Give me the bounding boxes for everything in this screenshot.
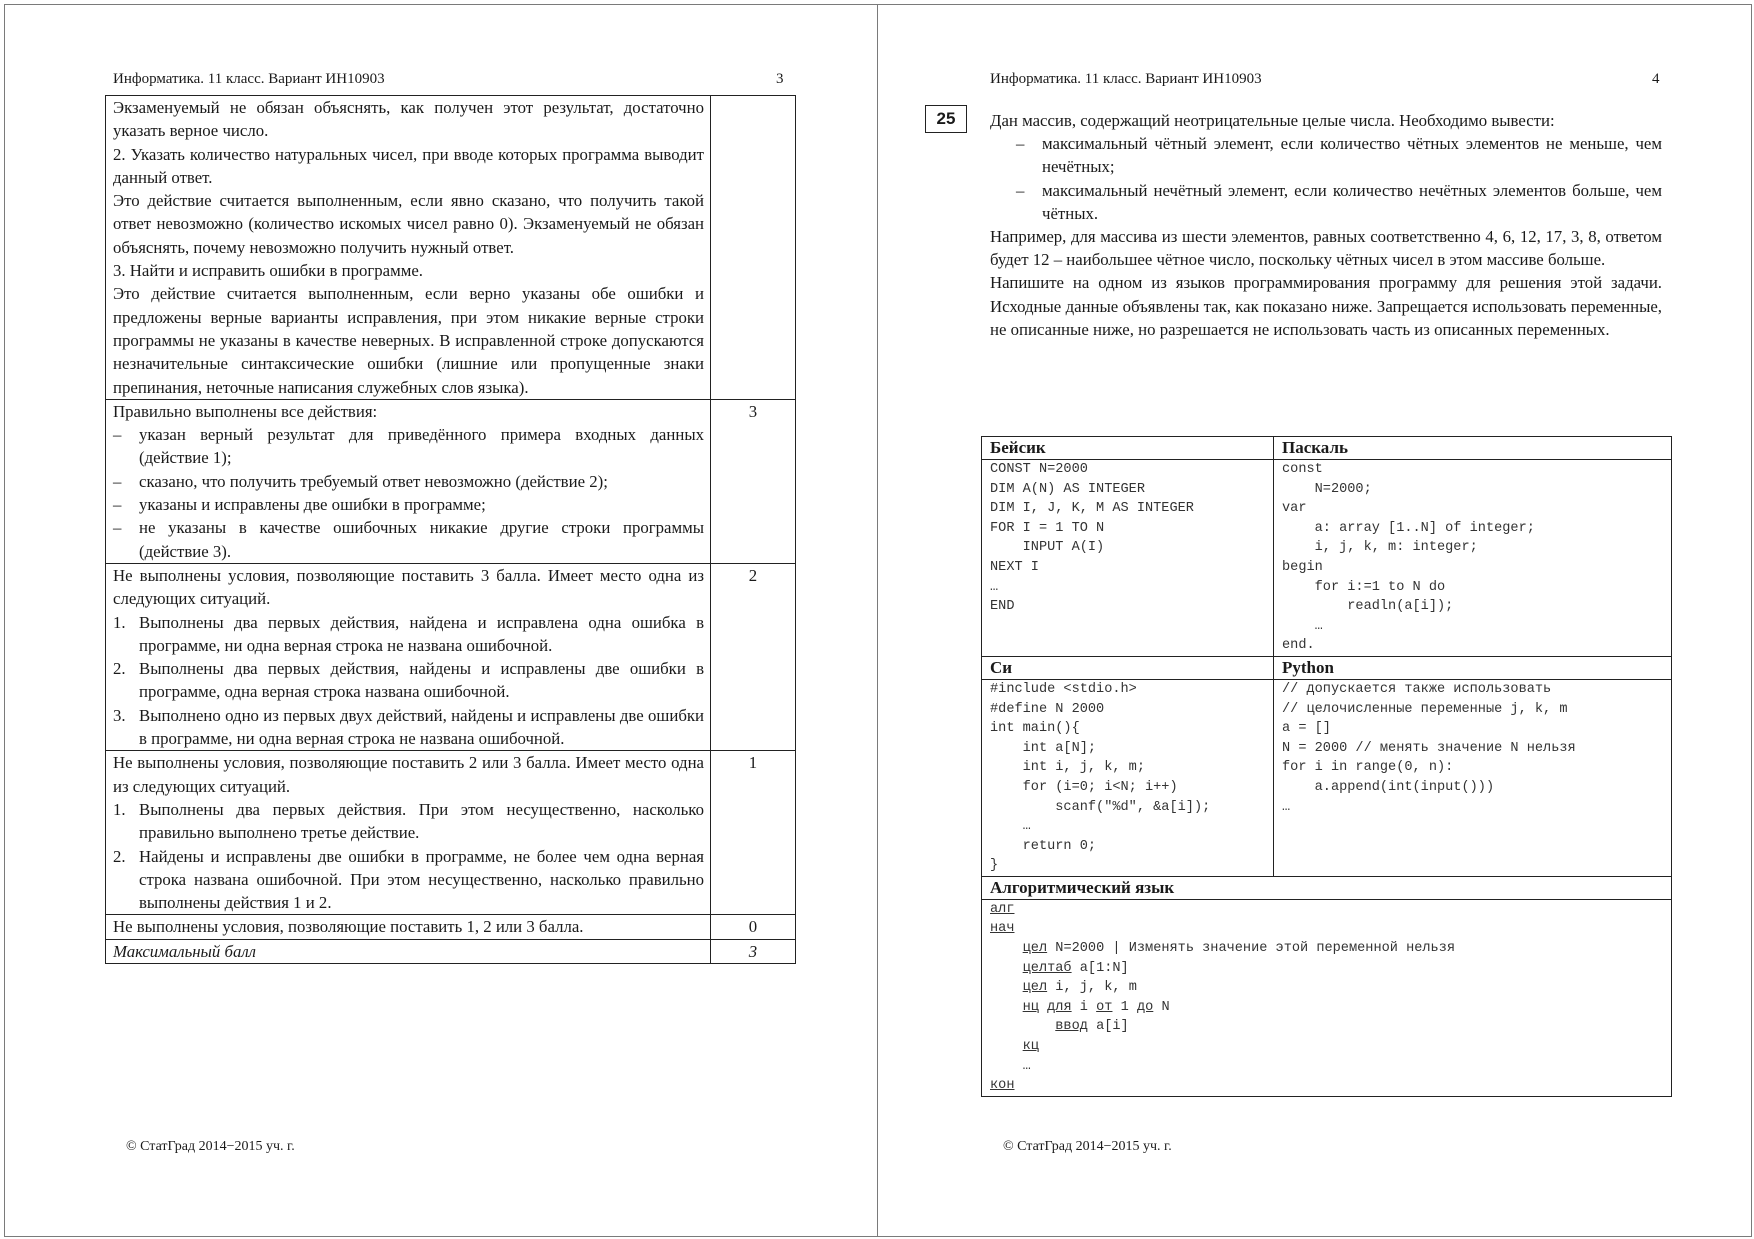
right-page-footer: © СтатГрад 2014−2015 уч. г. (1003, 1139, 1172, 1154)
list-item: 1. Выполнены два первых действия. При этом несущественно, насколько правильно выполнено третье действие. (113, 799, 704, 843)
list-item: – максимальный нечётный элемент, если количество нечётных элементов больше, чем чётных. (1016, 180, 1662, 223)
criteria-intro: Правильно выполнены все действия: (113, 401, 378, 421)
task-instruction: Напишите на одном из языков программирования программу для решения этой задачи. Исходные данные объявлены так, как показано ниже. Запрещается использовать переменные, не описанные ниже, но разрешается не использовать часть из описанных переменных. (990, 273, 1662, 339)
criteria-text (106, 751, 711, 915)
criteria-paragraph: 2. Указать количество натуральных чисел, при вводе которых программа выводит данный ответ. (113, 144, 704, 187)
criteria-paragraph: Это действие считается выполненным, если верно указаны обе ошибки и предложены верные варианты исправления, при этом никакие верные строки программы не указаны в качестве неверных. В исправленной строке допускаются незначительные синтаксические ошибки (лишние или пропущенные знаки препинания, неточные написания служебных слов языка). (113, 284, 704, 397)
criteria-text (106, 399, 711, 563)
max-score-value: 3 (711, 939, 796, 963)
code-table (981, 436, 1672, 1097)
criteria-text: Не выполнены условия, позволяющие поставить 1, 2 или 3 балла. (106, 915, 711, 939)
criteria-score: 2 (711, 563, 796, 750)
c-code: #include <stdio.h> #define N 2000 int main(){ int a[N]; int i, j, k, m; for (i=0; i<N; i++) scanf("%d", &a[i]); … return 0; } (990, 681, 1211, 874)
pascal-cell (1274, 460, 1672, 657)
list-item: 2. Выполнены два первых действия, найдены и исправлены две ошибки в программе, одна верная строка названа ошибочной. (113, 659, 704, 702)
left-page-number: 3 (776, 71, 784, 87)
criteria-score: 0 (711, 915, 796, 939)
list-item: – максимальный чётный элемент, если количество чётных элементов не меньше, чем нечётных; (1016, 134, 1662, 177)
task-bullets (990, 132, 1662, 225)
criteria-intro: Не выполнены условия, позволяющие поставить 2 или 3 балла. Имеет место одна из следующих ситуаций. (113, 753, 704, 796)
basic-cell (982, 460, 1274, 657)
criteria-text (106, 563, 711, 750)
criteria-intro: Не выполнены условия, позволяющие поставить 3 балла. Имеет место одна из следующих ситуаций. (113, 565, 704, 609)
left-page-footer: © СтатГрад 2014−2015 уч. г. (126, 1139, 295, 1154)
criteria-list (113, 798, 704, 914)
right-page-header: Информатика. 11 класс. Вариант ИН10903 (990, 71, 1262, 87)
criteria-row (106, 563, 796, 750)
criteria-paragraph: Экзаменуемый не обязан объяснять, как получен этот результат, достаточно указать верное число. (113, 98, 704, 141)
criteria-row (106, 399, 796, 563)
criteria-row (106, 96, 796, 400)
criteria-score: 3 (711, 399, 796, 563)
left-page-header: Информатика. 11 класс. Вариант ИН10903 (113, 71, 385, 87)
basic-heading: Бейсик (982, 437, 1274, 460)
pascal-code: const N=2000; var a: array [1..N] of integer; i, j, k, m: integer; begin for i:=1 to N do readln(a[i]); … end. (1282, 462, 1535, 654)
list-item: 2. Найдены и исправлены две ошибки в программе, не более чем одна верная строка названа ошибочной. При этом несущественно, насколько правильно выполнены действия 1 и 2. (113, 846, 704, 913)
list-item: 3. Выполнено одно из первых двух действий, найдены и исправлены две ошибки в программе, ни одна верная строка не названа ошибочной. (113, 705, 704, 749)
basic-code: CONST N=2000 DIM A(N) AS INTEGER DIM I, J, K, M AS INTEGER FOR I = 1 TO N INPUT A(I) NEXT I … END (990, 462, 1194, 615)
criteria-list (113, 611, 704, 751)
pascal-heading: Паскаль (1274, 437, 1672, 460)
task-example: Например, для массива из шести элементов, равных соответственно 4, 6, 12, 17, 3, 8, ответом будет 12 – наибольшее чётное число, поскольку чётных чисел в этом массиве больше. (990, 227, 1662, 270)
list-item: 1. Выполнены два первых действия, найдена и исправлена одна ошибка в программе, ни одна верная строка не названа ошибочной. (113, 612, 704, 655)
criteria-table (105, 95, 796, 964)
task-intro: Дан массив, содержащий неотрицательные целые числа. Необходимо вывести: (990, 111, 1555, 130)
alg-heading: Алгоритмический язык (982, 876, 1672, 899)
criteria-paragraph: Это действие считается выполненным, если явно сказано, что получить такой ответ невозможно (количество искомых чисел равно 0). Экзаменуемый не обязан объяснять, почему невозможно получить нужный ответ. (113, 191, 704, 257)
criteria-text (106, 96, 711, 400)
right-page-number: 4 (1652, 71, 1660, 87)
task-number-box: 25 (925, 105, 967, 133)
task-text (990, 109, 1662, 341)
python-code: // допускается также использовать // целочисленные переменные j, k, m a = [] N = 2000 // менять значение N нельзя for i in range(0, n): a.append(int(input())) … (1282, 681, 1576, 815)
c-heading: Си (982, 656, 1274, 679)
criteria-row (106, 751, 796, 915)
list-item: – указаны и исправлены две ошибки в программе; (113, 495, 486, 515)
criteria-list (113, 423, 704, 563)
criteria-row (106, 915, 796, 939)
alg-code: алг нач цел N=2000 | Изменять значение этой переменной нельзя целтаб a[1:N] цел i, j, k, m нц для i от 1 до N ввод a[i] кц … кон (990, 901, 1456, 1094)
alg-cell (982, 899, 1672, 1096)
c-cell (982, 679, 1274, 876)
list-item: – указан верный результат для приведённого примера входных данных (действие 1); (113, 425, 704, 468)
page-spine (877, 4, 878, 1237)
list-item: – не указаны в качестве ошибочных никакие другие строки программы (действие 3). (113, 518, 704, 561)
list-item: – сказано, что получить требуемый ответ невозможно (действие 2); (113, 471, 608, 491)
criteria-score (711, 96, 796, 400)
python-cell (1274, 679, 1672, 876)
python-heading: Python (1274, 656, 1672, 679)
criteria-paragraph: 3. Найти и исправить ошибки в программе. (113, 261, 423, 281)
criteria-score: 1 (711, 751, 796, 915)
criteria-row-max (106, 939, 796, 963)
max-score-label: Максимальный балл (106, 939, 711, 963)
